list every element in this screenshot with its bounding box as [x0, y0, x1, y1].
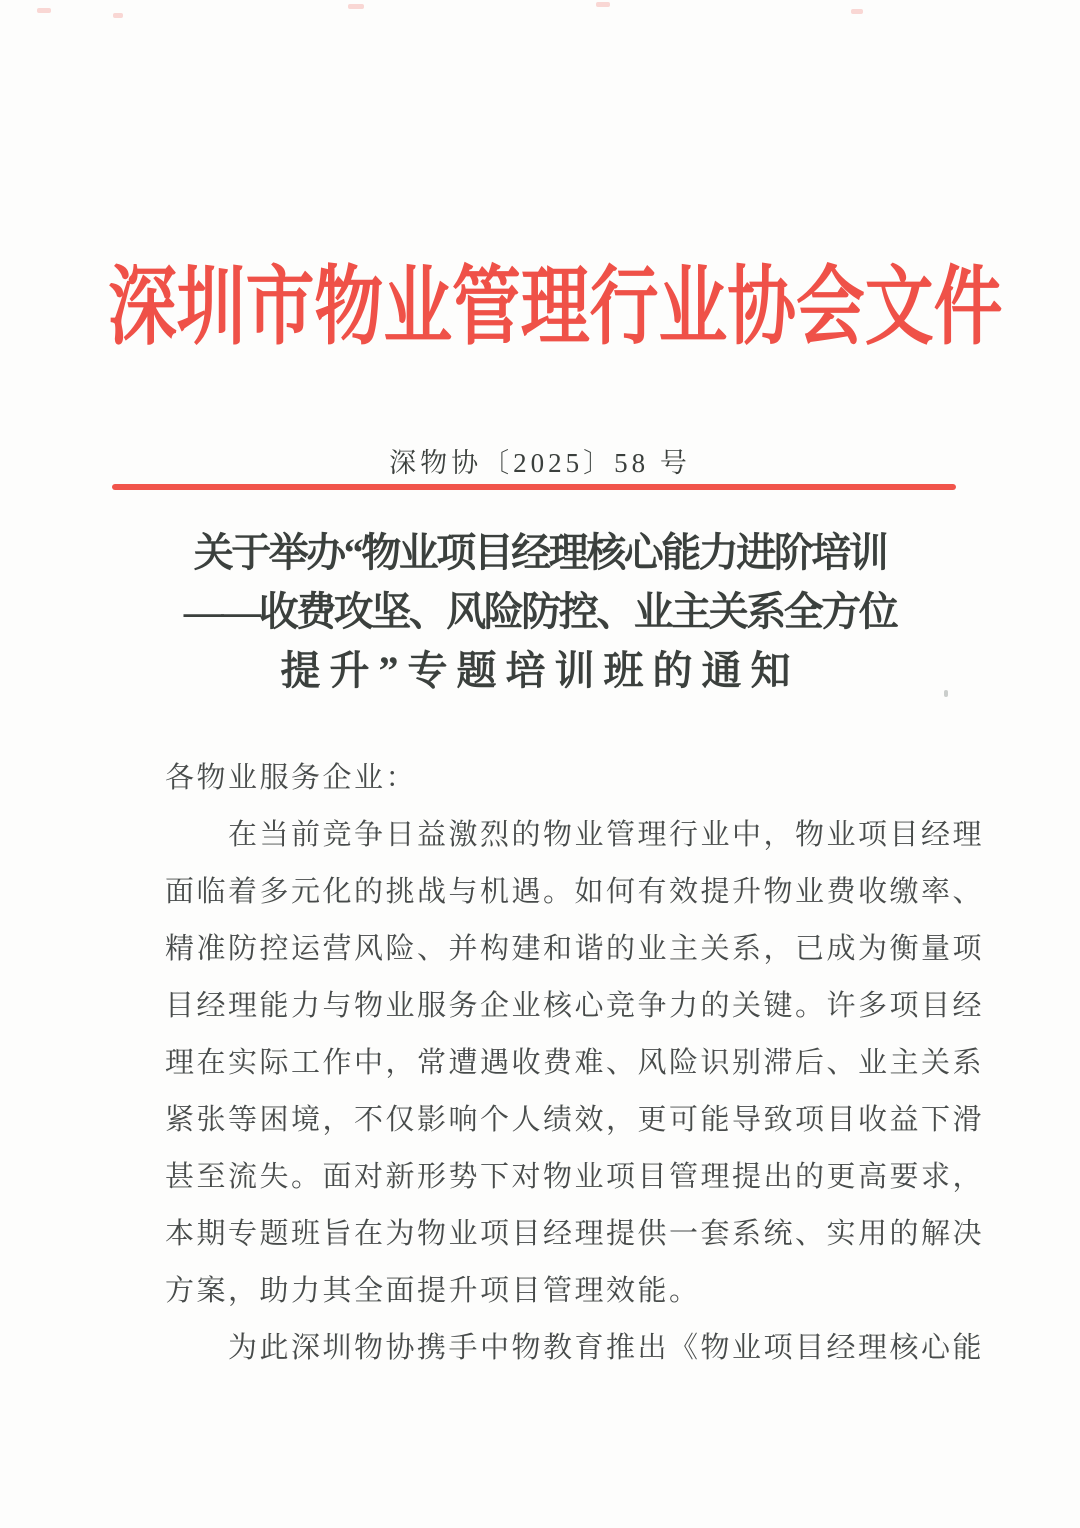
body-line: 目经理能力与物业服务企业核心竞争力的关键。许多项目经: [165, 990, 985, 1022]
notice-title: [0, 523, 1080, 700]
scan-speck: [348, 4, 364, 9]
letterhead-title: 深圳市物业管理行业协会文件: [108, 259, 1003, 355]
notice-title-line-3: 提升”专题培训班的通知: [280, 648, 800, 693]
document-number: 深物协〔2025〕58 号: [389, 448, 691, 478]
body-line: 甚至流失。面对新形势下对物业项目管理提出的更高要求，: [165, 1161, 985, 1193]
body-line: 精准防控运营风险、并构建和谐的业主关系，已成为衡量项: [165, 933, 985, 965]
notice-body: [165, 750, 985, 1377]
notice-title-line-1: 关于举办“物业项目经理核心能力进阶培训: [193, 530, 887, 575]
body-line: 方案，助力其全面提升项目管理效能。: [165, 1275, 701, 1307]
red-divider-line: [112, 484, 956, 490]
scan-speck: [851, 9, 863, 14]
salutation-line: 各物业服务企业：: [165, 762, 418, 794]
body-line: 为此深圳物协携手中物教育推出《物业项目经理核心能: [228, 1332, 985, 1364]
scan-speck: [37, 8, 51, 13]
body-line: 在当前竞争日益激烈的物业管理行业中，物业项目经理: [228, 819, 985, 851]
scan-speck: [113, 13, 123, 18]
body-line: 面临着多元化的挑战与机遇。如何有效提升物业费收缴率、: [165, 876, 985, 908]
scan-speck: [596, 2, 610, 7]
body-line: 本期专题班旨在为物业项目经理提供一套系统、实用的解决: [165, 1218, 985, 1250]
notice-title-line-2: ——收费攻坚、风险防控、业主关系全方位: [183, 589, 897, 634]
body-line: 理在实际工作中，常遭遇收费难、风险识别滞后、业主关系: [165, 1047, 985, 1079]
body-line: 紧张等困境，不仅影响个人绩效，更可能导致项目收益下滑: [165, 1104, 985, 1136]
